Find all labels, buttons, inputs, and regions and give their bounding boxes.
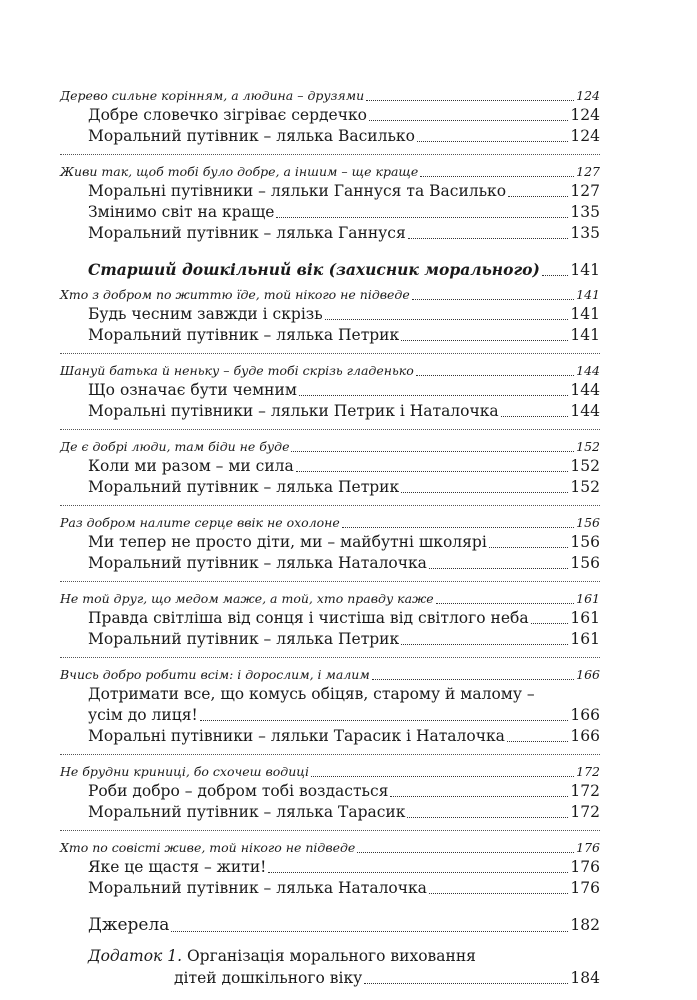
page-number: 124 <box>576 88 600 103</box>
page-number: 135 <box>570 224 600 242</box>
toc-entry <box>60 223 600 244</box>
toc-heading-label: Живи так, щоб тобі було добре, а іншим – ще краще <box>60 164 419 179</box>
page-number: 135 <box>570 203 600 221</box>
toc-heading-label: Хто по совісті живе, той нікого не підведе <box>60 840 356 855</box>
leader-dots <box>429 567 568 569</box>
toc-section <box>60 437 600 506</box>
toc-heading <box>60 437 600 456</box>
toc-entry <box>60 456 600 477</box>
leader-dots <box>372 678 574 680</box>
page-number: 124 <box>570 106 600 124</box>
toc-heading-label: Хто з добром по життю їде, той нікого не підведе <box>60 287 410 302</box>
toc-entry-label: Правда світліша від сонця і чистіша від світлого неба <box>88 609 529 627</box>
page-number: 152 <box>570 478 600 496</box>
toc-heading-label: Вчись добро робити всім: і дорослим, і малим <box>60 667 370 682</box>
appendix-prefix: Додаток 1. <box>88 947 182 965</box>
toc-entry-label: Ми тепер не просто діти, ми – майбутні школярі <box>88 533 487 551</box>
leader-dots <box>342 526 574 528</box>
toc-section <box>60 762 600 831</box>
toc-section <box>60 361 600 430</box>
toc-heading <box>60 285 600 304</box>
leader-dots <box>429 892 568 894</box>
toc-entry <box>88 967 600 989</box>
toc-entry-label: Моральний путівник – лялька Василько <box>88 127 415 145</box>
toc-entry <box>60 726 600 747</box>
toc-heading <box>60 513 600 532</box>
toc-sources-label: Джерела <box>88 915 170 935</box>
toc-entry-line: Дотримати все, що комусь обіцяв, старому й малому – <box>88 685 535 703</box>
leader-dots <box>200 719 569 721</box>
toc-entry <box>60 181 600 202</box>
page-number: 141 <box>576 287 600 302</box>
page-number: 172 <box>570 782 600 800</box>
page-number: 172 <box>576 764 600 779</box>
leader-dots <box>291 450 574 452</box>
page-number: 144 <box>576 363 600 378</box>
toc-entry <box>60 878 600 899</box>
leader-dots <box>364 982 568 984</box>
page-number: 124 <box>570 127 600 145</box>
page-number: 176 <box>576 840 600 855</box>
page-number: 152 <box>570 457 600 475</box>
toc-entry-label: Моральні путівники – ляльки Петрик і Наталочка <box>88 402 499 420</box>
toc-heading <box>60 86 600 105</box>
toc-entry-label: Змінимо світ на краще <box>88 203 275 221</box>
page-number: 166 <box>576 667 600 682</box>
leader-dots <box>369 119 568 121</box>
page-number: 182 <box>570 916 600 934</box>
page-number: 161 <box>570 630 600 648</box>
page-number: 141 <box>570 305 600 323</box>
toc-entry <box>60 380 600 401</box>
leader-dots <box>508 195 568 197</box>
toc-heading <box>60 589 600 608</box>
page-number: 144 <box>570 381 600 399</box>
toc-heading-label: Раз добром налите серце ввік не охолоне <box>60 515 340 530</box>
leader-dots <box>401 643 568 645</box>
toc-entry-label: Моральний путівник – лялька Петрик <box>88 630 400 648</box>
toc-entry <box>60 705 600 726</box>
toc-entry-label: Коли ми разом – ми сила <box>88 457 294 475</box>
page-number: 161 <box>576 591 600 606</box>
leader-dots <box>401 339 568 341</box>
toc-entry-label: Моральний путівник – лялька Ганнуся <box>88 224 406 242</box>
toc-entry <box>60 477 600 498</box>
toc-entry <box>60 105 600 126</box>
toc-entry <box>60 629 600 650</box>
page-number: 184 <box>570 969 600 987</box>
leader-dots <box>531 622 569 624</box>
leader-dots <box>299 394 569 396</box>
page-number: 176 <box>570 858 600 876</box>
page-number: 156 <box>570 533 600 551</box>
toc-entry-label: Що означає бути чемним <box>88 381 297 399</box>
toc-major-heading <box>60 259 600 281</box>
leader-dots <box>366 99 574 101</box>
toc-entry-label: Моральний путівник – лялька Наталочка <box>88 554 427 572</box>
leader-dots <box>390 795 568 797</box>
toc-entry-label: Будь чесним завжди і скрізь <box>88 305 323 323</box>
page-number: 127 <box>576 164 600 179</box>
toc-entry <box>60 781 600 802</box>
table-of-contents <box>60 86 600 989</box>
toc-section <box>60 86 600 155</box>
toc-entry-label: усім до лиця! <box>88 706 198 724</box>
toc-entry-label: Добре словечко зігріває сердечко <box>88 106 367 124</box>
toc-entry-label: Моральний путівник – лялька Петрик <box>88 326 400 344</box>
leader-dots <box>296 470 569 472</box>
toc-section <box>60 665 600 755</box>
leader-dots <box>171 930 568 932</box>
toc-section <box>60 589 600 658</box>
toc-section <box>60 162 600 251</box>
page-number: 172 <box>570 803 600 821</box>
page-number: 156 <box>570 554 600 572</box>
leader-dots <box>407 816 568 818</box>
leader-dots <box>408 237 569 239</box>
page-number: 156 <box>576 515 600 530</box>
toc-entry-label: Моральні путівники – ляльки Ганнуся та Василько <box>88 182 507 200</box>
toc-heading-label: Не той друг, що медом маже, а той, хто правду каже <box>60 591 434 606</box>
toc-heading <box>60 665 600 684</box>
leader-dots <box>412 298 574 300</box>
leader-dots <box>325 318 569 320</box>
toc-entry <box>60 608 600 629</box>
page-number: 141 <box>570 326 600 344</box>
toc-entry-label: Роби добро – добром тобі воздасться <box>88 782 389 800</box>
toc-entry <box>60 532 600 553</box>
toc-entry <box>60 325 600 346</box>
appendix-title: Організація морального виховання <box>186 947 476 965</box>
page-number: 161 <box>570 609 600 627</box>
toc-heading <box>60 838 600 857</box>
toc-heading-label: Де є добрі люди, там біди не буде <box>60 439 290 454</box>
toc-appendix <box>60 945 600 989</box>
page-number: 166 <box>570 727 600 745</box>
toc-heading-label: Не брудни криниці, бо схочеш водиці <box>60 764 309 779</box>
leader-dots <box>420 175 574 177</box>
appendix-title-cont: дітей дошкільного віку <box>174 969 363 987</box>
toc-entry <box>60 202 600 223</box>
toc-entry <box>60 857 600 878</box>
toc-entry <box>60 126 600 147</box>
toc-entry <box>60 304 600 325</box>
leader-dots <box>311 775 574 777</box>
toc-heading <box>60 361 600 380</box>
leader-dots <box>268 871 568 873</box>
toc-entry-label: Моральний путівник – лялька Наталочка <box>88 879 427 897</box>
toc-entry <box>60 401 600 422</box>
toc-entry <box>60 802 600 823</box>
toc-entry <box>60 553 600 574</box>
appendix-title-line <box>88 945 600 967</box>
leader-dots <box>416 374 574 376</box>
page-number: 152 <box>576 439 600 454</box>
page-number: 166 <box>570 706 600 724</box>
leader-dots <box>401 491 568 493</box>
leader-dots <box>489 546 569 548</box>
page-number: 127 <box>570 182 600 200</box>
leader-dots <box>357 851 574 853</box>
toc-sources <box>60 913 600 937</box>
leader-dots <box>417 140 568 142</box>
toc-entry-label: Моральні путівники – ляльки Тарасик і Наталочка <box>88 727 505 745</box>
leader-dots <box>501 415 569 417</box>
leader-dots <box>436 602 574 604</box>
toc-section <box>60 838 600 906</box>
toc-heading <box>60 762 600 781</box>
toc-heading <box>60 162 600 181</box>
toc-heading-label: Шануй батька й неньку – буде тобі скрізь гладенько <box>60 363 414 378</box>
toc-heading-label: Дерево сильне корінням, а людина – друзями <box>60 88 365 103</box>
toc-entry-label: Моральний путівник – лялька Тарасик <box>88 803 406 821</box>
toc-section <box>60 285 600 354</box>
leader-dots <box>276 216 568 218</box>
leader-dots <box>542 274 569 276</box>
page-number: 144 <box>570 402 600 420</box>
toc-major-heading-label: Старший дошкільний вік (захисник морального) <box>88 260 540 279</box>
page-number: 176 <box>570 879 600 897</box>
leader-dots <box>507 740 569 742</box>
toc-section <box>60 513 600 582</box>
toc-entry-label: Моральний путівник – лялька Петрик <box>88 478 400 496</box>
page-number: 141 <box>570 261 600 279</box>
toc-entry-label: Яке це щастя – жити! <box>88 858 267 876</box>
